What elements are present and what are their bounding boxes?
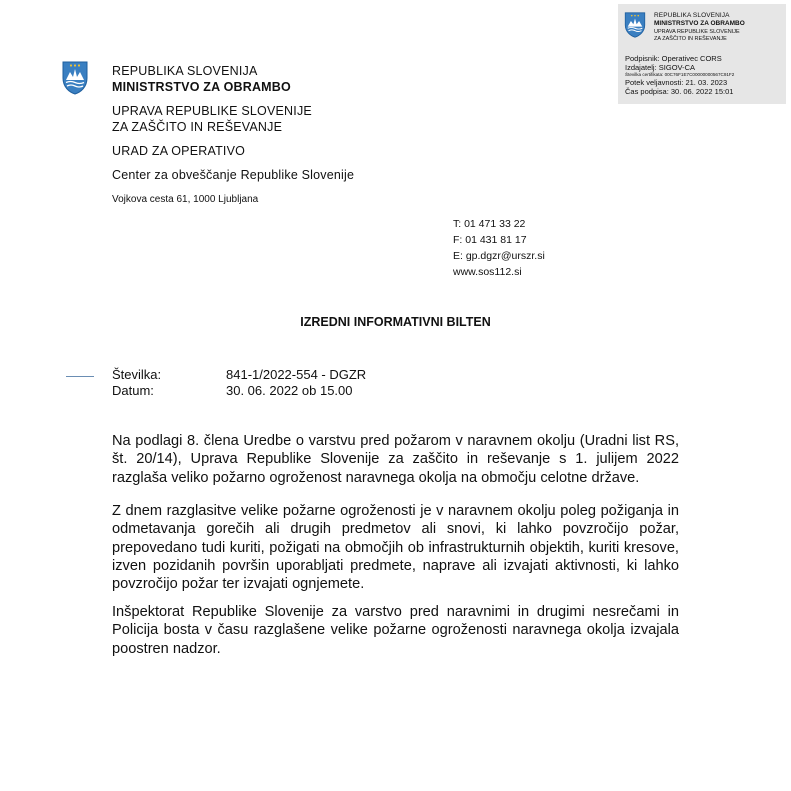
- contact-fax: F: 01 431 81 17: [453, 234, 527, 246]
- stamp-country: REPUBLIKA SLOVENIJA: [654, 12, 730, 19]
- date-label: Datum:: [112, 383, 154, 398]
- contact-email: E: gp.dgzr@urszr.si: [453, 250, 545, 262]
- date-value: 30. 06. 2022 ob 15.00: [226, 383, 353, 398]
- paragraph-line: odmetavanja gorečih ali drugih predmetov ali snovi, ki lahko povzročijo požar,: [112, 521, 679, 538]
- stamp-valid-until: Potek veljavnosti: 21. 03. 2023: [625, 78, 728, 87]
- stamp-agency-line1: UPRAVA REPUBLIKE SLOVENIJE: [654, 29, 740, 35]
- stamp-serial: Številka certifikata: 00C76F1E7C00000000567C91F2: [625, 72, 735, 77]
- header-ministry: MINISTRSTVO ZA OBRAMBO: [112, 80, 291, 94]
- paragraph-line: prepovedano tudi kuriti, požigati na območjih ob infrastrukturnih objektih, kuriti kresove,: [112, 539, 679, 556]
- paragraph-line: izven pozidanih površin uporabljati predmete, naprave ali izvajati aktivnosti, ki lahko: [112, 557, 679, 574]
- stamp-agency-line2: ZA ZAŠČITO IN REŠEVANJE: [654, 36, 727, 42]
- paragraph-line: povzročijo požar ter izvajati ognjemete.: [112, 576, 365, 593]
- contact-website: www.sos112.si: [453, 266, 522, 278]
- paragraph-line: Z dnem razglasitve velike požarne ogroženosti je v naravnem okolju poleg požiganja in: [112, 503, 679, 519]
- header-agency-line2: ZA ZAŠČITO IN REŠEVANJE: [112, 120, 283, 134]
- margin-divider: [66, 376, 94, 377]
- header-country: REPUBLIKA SLOVENIJA: [112, 64, 258, 78]
- stamp-signing-time: Čas podpisa: 30. 06. 2022 15:01: [625, 87, 734, 96]
- paragraph-2: [112, 502, 679, 593]
- document-title: IZREDNI INFORMATIVNI BILTEN: [300, 315, 491, 329]
- header-office: URAD ZA OPERATIVO: [112, 144, 246, 158]
- paragraph-line: Policija bosta v času razglašene velike požarne ogroženosti naravnega okolja izvajala: [112, 622, 679, 639]
- paragraph-line: poostren nadzor.: [112, 640, 221, 657]
- header-agency-line1: UPRAVA REPUBLIKE SLOVENIJE: [112, 104, 312, 118]
- digital-signature-stamp: [618, 4, 786, 104]
- stamp-ministry: MINISTRSTVO ZA OBRAMBO: [654, 20, 745, 27]
- stamp-issuer: Izdajatelj: SIGOV-CA: [625, 63, 696, 72]
- header-center: Center za obveščanje Republike Slovenije: [112, 168, 355, 182]
- header-address: Vojkova cesta 61, 1000 Ljubljana: [112, 194, 259, 205]
- paragraph-line: Na podlagi 8. člena Uredbe o varstvu pred požarom v naravnem okolju (Uradni list RS,: [112, 433, 679, 449]
- coat-of-arms-icon: [62, 61, 88, 95]
- stamp-signer: Podpisnik: Operativec CORS: [625, 54, 722, 63]
- number-value: 841-1/2022-554 - DGZR: [226, 367, 367, 382]
- number-label: Številka:: [112, 367, 162, 382]
- contact-phone: T: 01 471 33 22: [453, 218, 526, 230]
- paragraph-line: Inšpektorat Republike Slovenije za varstvo pred naravnimi in drugimi nesrečami in: [112, 604, 679, 620]
- paragraph-3: [112, 603, 679, 658]
- paragraph-1: [112, 432, 679, 487]
- coat-of-arms-icon: [624, 12, 646, 38]
- paragraph-line: št. 20/14), Uprava Republike Slovenije za zaščito in reševanje s 1. julijem 2022: [112, 451, 679, 468]
- paragraph-line: razglaša veliko požarno ogroženost naravnega okolja na območju celotne države.: [112, 469, 640, 486]
